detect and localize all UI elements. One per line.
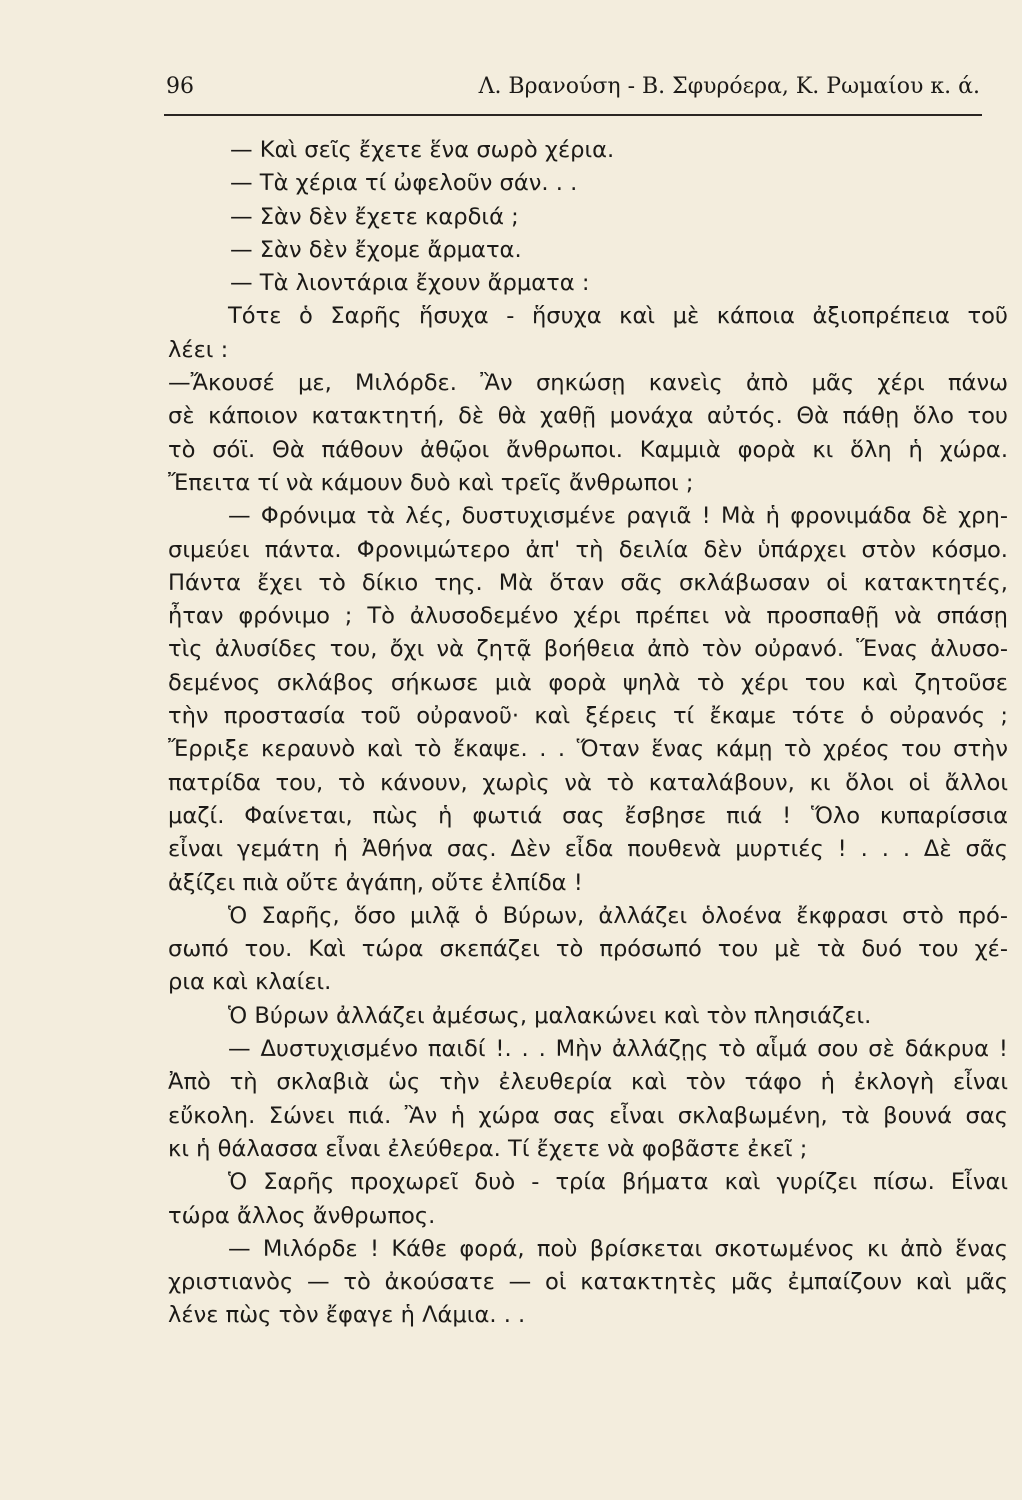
text-line: Ἔπειτα τί νὰ κάμουν δυὸ καὶ τρεῖς ἄνθρωποι ; xyxy=(168,469,694,496)
text-line: τὶς ἀλυσίδες του, ὄχι νὰ ζητᾷ βοήθεια ἀπὸ τὸν οὐρανό. Ἕνας ἀλυσο- xyxy=(168,636,1008,663)
text-line: — Μιλόρδε ! Κάθε φορά, ποὺ βρίσκεται σκοτωμένος κι ἀπὸ ἕνας xyxy=(228,1235,1008,1262)
text-line: — Φρόνιμα τὰ λές, δυστυχισμένε ραγιᾶ ! Μὰ ἡ φρονιμάδα δὲ χρη- xyxy=(228,503,1008,530)
text-line: — Τὰ λιοντάρια ἔχουν ἄρματα : xyxy=(230,270,590,297)
text-line: — Σὰν δὲν ἔχομε ἄρματα. xyxy=(230,236,522,263)
text-line: Ἔρριξε κεραυνὸ καὶ τὸ ἔκαψε. . . Ὅταν ἕνας κάμῃ τὸ χρέος του στὴν xyxy=(168,736,1008,763)
text-line: δεμένος σκλάβος σήκωσε μιὰ φορὰ ψηλὰ τὸ χέρι του καὶ ζητοῦσε xyxy=(168,669,1008,696)
text-line: Πάντα ἔχει τὸ δίκιο της. Μὰ ὅταν σᾶς σκλάβωσαν οἱ κατακτητές, xyxy=(168,569,1008,596)
text-line: εἶναι γεμάτη ἡ Ἀθήνα σας. Δὲν εἶδα πουθενὰ μυρτιές ! . . . Δὲ σᾶς xyxy=(168,836,1008,863)
text-line: Τότε ὁ Σαρῆς ἥσυχα - ἥσυχα καὶ μὲ κάποια ἀξιοπρέπεια τοῦ xyxy=(228,303,1008,330)
text-line: — Τὰ χέρια τί ὠφελοῦν σάν. . . xyxy=(230,170,578,197)
text-line: τὸ σόϊ. Θὰ πάθουν ἀθῷοι ἄνθρωποι. Καμμιὰ φορὰ κι ὅλη ἡ χώρα. xyxy=(168,436,1008,463)
text-line: — Δυστυχισμένο παιδί !. . . Μὴν ἀλλάζῃς τὸ αἷμά σου σὲ δάκρυα ! xyxy=(228,1036,1008,1063)
text-line: Ὁ Βύρων ἀλλάζει ἀμέσως, μαλακώνει καὶ τὸν πλησιάζει. xyxy=(228,1002,872,1029)
running-title: Λ. Βρανούση - Β. Σφυρόερα, Κ. Ρωμαίου κ. ά. xyxy=(478,74,980,99)
text-line: τὴν προστασία τοῦ οὐρανοῦ· καὶ ξέρεις τί ἔκαμε τότε ὁ οὐρανός ; xyxy=(168,703,1008,730)
text-line: σωπό του. Καὶ τώρα σκεπάζει τὸ πρόσωπό του μὲ τὰ δυό του χέ- xyxy=(168,936,1008,963)
text-line: πατρίδα του, τὸ κάνουν, χωρὶς νὰ τὸ καταλάβουν, κι ὅλοι οἱ ἄλλοι xyxy=(168,769,1008,796)
text-line: —Ἄκουσέ με, Μιλόρδε. Ἂν σηκώσῃ κανεὶς ἀπὸ μᾶς χέρι πάνω xyxy=(168,370,1008,397)
text-line: Ὁ Σαρῆς, ὅσο μιλᾷ ὁ Βύρων, ἀλλάζει ὁλοένα ἔκφρασι στὸ πρό- xyxy=(228,902,1008,929)
text-line: κι ἡ θάλασσα εἶναι ἐλεύθερα. Τί ἔχετε νὰ φοβᾶστε ἐκεῖ ; xyxy=(168,1135,808,1162)
text-line: — Σὰν δὲν ἔχετε καρδιά ; xyxy=(230,203,519,230)
page-header xyxy=(166,70,980,110)
text-line: σὲ κάποιον κατακτητή, δὲ θὰ χαθῇ μονάχα αὐτός. Θὰ πάθῃ ὅλο του xyxy=(168,403,1008,430)
text-line: τώρα ἄλλος ἄνθρωπος. xyxy=(168,1202,436,1229)
body-text xyxy=(168,134,1008,1333)
text-line: εὔκολη. Σώνει πιά. Ἂν ἡ χώρα σας εἶναι σκλαβωμένη, τὰ βουνά σας xyxy=(168,1102,1008,1129)
text-line: ρια καὶ κλαίει. xyxy=(168,969,332,996)
text-line: λένε πὼς τὸν ἔφαγε ἡ Λάμια. . . xyxy=(168,1302,526,1329)
text-line: χριστιανὸς — τὸ ἀκούσατε — οἱ κατακτητὲς μᾶς ἐμπαίζουν καὶ μᾶς xyxy=(168,1269,1008,1296)
page-number: 96 xyxy=(166,74,194,99)
text-line: ἦταν φρόνιμο ; Τὸ ἀλυσοδεμένο χέρι πρέπει νὰ προσπαθῇ νὰ σπάσῃ xyxy=(168,603,1008,630)
text-line: — Καὶ σεῖς ἔχετε ἕνα σωρὸ χέρια. xyxy=(230,137,615,163)
text-line: μαζί. Φαίνεται, πὼς ἡ φωτιά σας ἔσβησε πιά ! Ὅλο κυπαρίσσια xyxy=(168,802,1008,829)
text-line: Ἀπὸ τὴ σκλαβιὰ ὡς τὴν ἐλευθερία καὶ τὸν τάφο ἡ ἐκλογὴ εἶναι xyxy=(168,1069,1008,1096)
text-line: σιμεύει πάντα. Φρονιμώτερο ἀπ' τὴ δειλία δὲν ὑπάρχει στὸν κόσμο. xyxy=(168,536,1008,563)
text-line: Ὁ Σαρῆς προχωρεῖ δυὸ - τρία βήματα καὶ γυρίζει πίσω. Εἶναι xyxy=(228,1169,1008,1196)
header-rule xyxy=(164,114,982,116)
text-line: λέει : xyxy=(168,336,229,363)
text-line: ἀξίζει πιὰ οὔτε ἀγάπη, οὔτε ἐλπίδα ! xyxy=(168,869,583,896)
